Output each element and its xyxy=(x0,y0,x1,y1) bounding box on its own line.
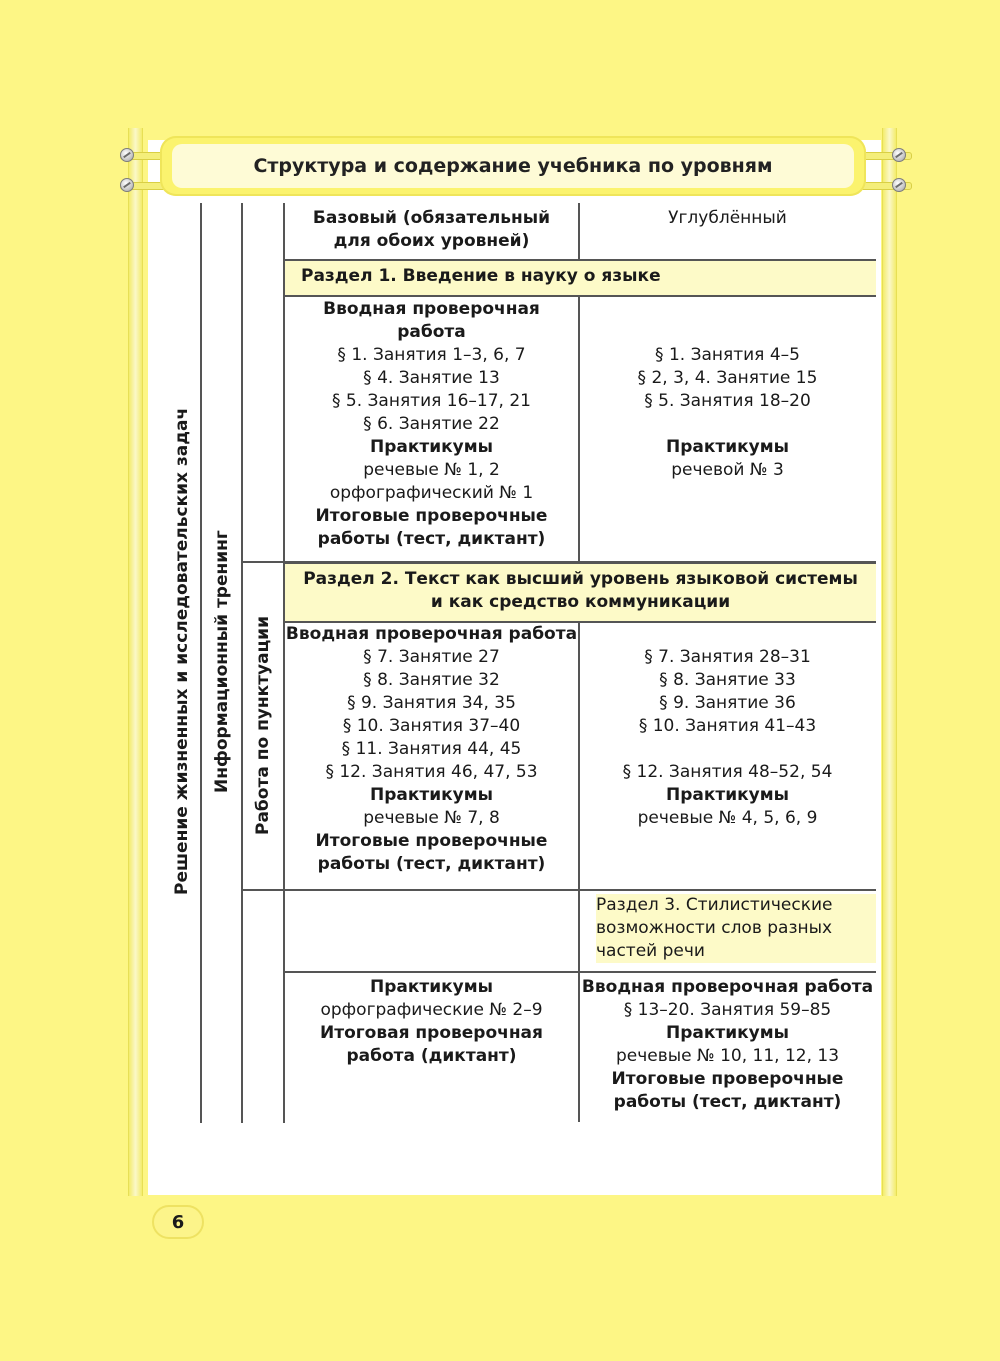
content-line: работа xyxy=(397,322,466,342)
content-line: Практикумы xyxy=(665,785,790,805)
content-line: Практикумы xyxy=(665,1023,790,1043)
column-divider xyxy=(200,203,202,1123)
header-advanced: Углублённый xyxy=(668,208,787,228)
screw-icon xyxy=(892,178,906,192)
section2-base-content xyxy=(285,623,578,876)
content-line: § 9. Занятия 34, 35 xyxy=(347,693,516,713)
content-line xyxy=(580,413,875,436)
content-line: работы (тест, диктант) xyxy=(317,854,546,874)
content-line: речевые № 10, 11, 12, 13 xyxy=(615,1046,840,1066)
content-line: § 4. Занятие 13 xyxy=(363,368,500,388)
content-line: работы (тест, диктант) xyxy=(613,1092,842,1112)
section3-title: Раздел 3. Стилистические возможности слов разных частей речи xyxy=(596,894,876,963)
section1-base-content xyxy=(285,298,578,551)
content-line: § 8. Занятие 32 xyxy=(363,670,500,690)
content-line: § 2, 3, 4. Занятие 15 xyxy=(637,368,818,388)
content-line: работа (диктант) xyxy=(346,1046,517,1066)
header-base: Базовый (обязательный для обоих уровней) xyxy=(312,208,551,251)
content-line: § 6. Занятие 22 xyxy=(363,414,500,434)
content-line: работы (тест, диктант) xyxy=(317,529,546,549)
content-line: Итоговые проверочные xyxy=(315,831,548,851)
content-line: § 5. Занятия 16–17, 21 xyxy=(332,391,531,411)
content-line: § 10. Занятия 41–43 xyxy=(638,716,817,736)
content-line: Практикумы xyxy=(665,437,790,457)
vertical-label-punctuation: Работа по пунктуации xyxy=(253,615,273,835)
content-line: § 9. Занятие 36 xyxy=(659,693,796,713)
screw-icon xyxy=(120,178,134,192)
section1-title: Раздел 1. Введение в науку о языке xyxy=(285,259,876,297)
content-line: Вводная проверочная работа xyxy=(285,624,578,644)
content-line: речевой № 3 xyxy=(671,460,784,480)
content-line: орфографические № 2–9 xyxy=(320,1000,543,1020)
content-line: орфографический № 1 xyxy=(329,483,534,503)
section2-advanced-content xyxy=(580,646,875,830)
screw-icon xyxy=(892,148,906,162)
content-line: § 1. Занятия 1–3, 6, 7 xyxy=(337,345,526,365)
row-divider xyxy=(285,971,876,973)
content-line: § 1. Занятия 4–5 xyxy=(655,345,800,365)
content-line: Итоговые проверочные xyxy=(611,1069,844,1089)
content-line: Итоговые проверочные xyxy=(315,506,548,526)
content-line: § 7. Занятия 28–31 xyxy=(644,647,811,667)
row-divider xyxy=(285,889,876,891)
content-line: речевые № 7, 8 xyxy=(363,808,500,828)
content-line: Практикумы xyxy=(369,977,494,997)
content-line: § 5. Занятия 18–20 xyxy=(644,391,811,411)
content-line: § 11. Занятия 44, 45 xyxy=(341,739,522,759)
content-line: § 10. Занятия 37–40 xyxy=(342,716,521,736)
content-line: § 7. Занятие 27 xyxy=(363,647,500,667)
content-line: Вводная проверочная работа xyxy=(581,977,874,997)
column-divider xyxy=(241,203,243,1123)
section3-base-content xyxy=(285,976,578,1068)
content-line: § 12. Занятия 48–52, 54 xyxy=(622,762,833,782)
right-frame-strip xyxy=(882,128,897,1196)
content-line: Практикумы xyxy=(369,785,494,805)
content-line: § 12. Занятия 46, 47, 53 xyxy=(325,762,538,782)
content-line: Вводная проверочная xyxy=(323,299,540,319)
title-banner xyxy=(160,136,866,196)
section1-advanced-content xyxy=(580,344,875,482)
page-title: Структура и содержание учебника по уровням xyxy=(172,144,854,188)
row-divider xyxy=(241,889,285,891)
content-line xyxy=(580,738,875,761)
page-number: 6 xyxy=(152,1205,204,1239)
content-line: Практикумы xyxy=(369,437,494,457)
content-line: § 8. Занятие 33 xyxy=(659,670,796,690)
vertical-label-info-training: Информационный тренинг xyxy=(212,530,232,793)
section2-title: Раздел 2. Текст как высший уровень языковой системы и как средство коммуникации xyxy=(285,562,876,623)
row-divider xyxy=(241,561,285,563)
content-line: Итоговая проверочная xyxy=(320,1023,543,1043)
vertical-label-tasks: Решение жизненных и исследовательских задач xyxy=(172,407,192,895)
content-line: речевые № 4, 5, 6, 9 xyxy=(637,808,818,828)
section3-advanced-content xyxy=(580,976,875,1114)
content-line: § 13–20. Занятия 59–85 xyxy=(623,1000,832,1020)
screw-icon xyxy=(120,148,134,162)
left-frame-strip xyxy=(128,128,143,1196)
content-line: речевые № 1, 2 xyxy=(363,460,500,480)
